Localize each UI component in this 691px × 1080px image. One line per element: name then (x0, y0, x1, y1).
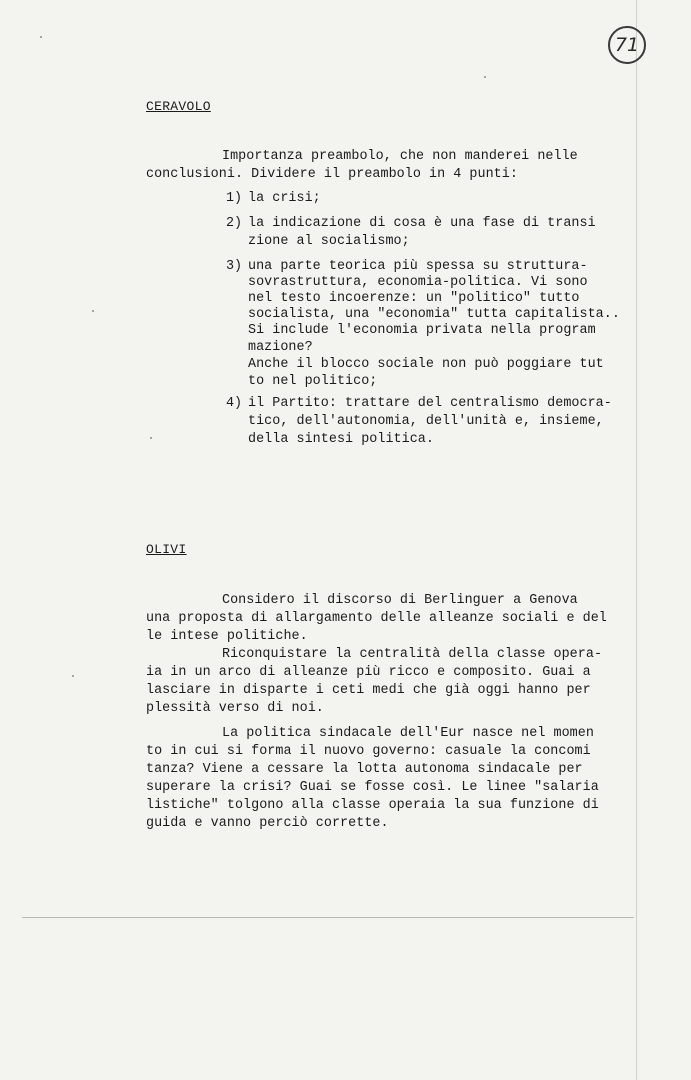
point-line: mazione? (248, 340, 313, 355)
point-line: una parte teorica più spessa su struttura- (248, 259, 588, 274)
point-line: la indicazione di cosa è una fase di transi (248, 216, 596, 231)
text-line: La politica sindacale dell'Eur nasce nel momen (222, 726, 594, 741)
point-line: Anche il blocco sociale non può poggiare tut (248, 357, 604, 372)
point-line: tico, dell'autonomia, dell'unità e, insieme, (248, 414, 604, 429)
text-line: guida e vanno perciò corrette. (146, 816, 389, 831)
page-edge (636, 0, 637, 1080)
text-line: conclusioni. Dividere il preambolo in 4 punti: (146, 167, 518, 182)
text-line: plessità verso di noi. (146, 701, 324, 716)
point-line: la crisi; (248, 191, 321, 206)
speaker-name: CERAVOLO (146, 99, 211, 114)
speaker-name: OLIVI (146, 542, 187, 557)
page-number-stamp: 71 (608, 26, 646, 64)
scan-speck (40, 36, 42, 38)
text-line: ia in un arco di alleanze più ricco e composito. Guai a (146, 665, 591, 680)
scan-speck (72, 675, 74, 677)
point-line: socialista, una "economia" tutta capitalista.. (248, 307, 620, 322)
text-line: superare la crisi? Guai se fosse così. Le linee "salaria (146, 780, 599, 795)
text-line: le intese politiche. (146, 629, 308, 644)
scan-speck (484, 76, 486, 78)
point-number: 1) (226, 191, 243, 206)
scan-speck (150, 437, 152, 439)
point-number: 2) (226, 216, 243, 231)
point-line: to nel politico; (248, 374, 378, 389)
point-line: zione al socialismo; (248, 234, 410, 249)
point-line: della sintesi politica. (248, 432, 434, 447)
fold-line (22, 917, 634, 918)
point-line: Si include l'economia privata nella program (248, 323, 596, 338)
text-line: Importanza preambolo, che non manderei nelle (222, 149, 578, 164)
point-number: 4) (226, 396, 243, 411)
point-line: il Partito: trattare del centralismo democra- (248, 396, 612, 411)
point-line: nel testo incoerenze: un "politico" tutto (248, 291, 580, 306)
text-line: Considero il discorso di Berlinguer a Genova (222, 593, 578, 608)
text-line: una proposta di allargamento delle alleanze sociali e del (146, 611, 607, 626)
text-line: listiche" tolgono alla classe operaia la sua funzione di (146, 798, 599, 813)
point-line: sovrastruttura, economia-politica. Vi sono (248, 275, 588, 290)
text-line: to in cui si forma il nuovo governo: casuale la concomi (146, 744, 591, 759)
point-number: 3) (226, 259, 243, 274)
text-line: lasciare in disparte i ceti medi che già oggi hanno per (146, 683, 591, 698)
scan-speck (92, 310, 94, 312)
text-line: tanza? Viene a cessare la lotta autonoma sindacale per (146, 762, 583, 777)
text-line: Riconquistare la centralità della classe opera- (222, 647, 603, 662)
